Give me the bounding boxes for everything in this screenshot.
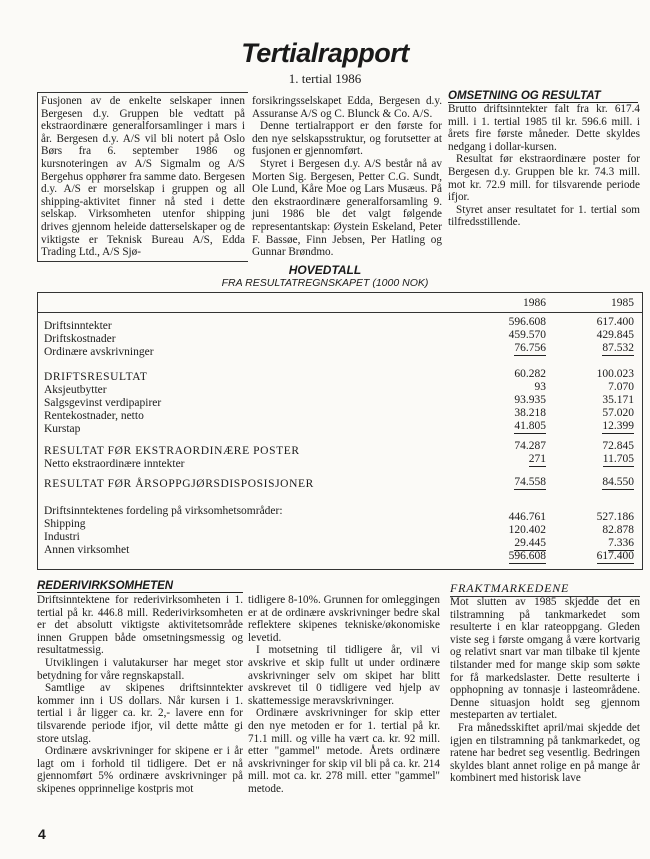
table-cell-1986: 596.608 [508,316,546,328]
year-header-1985: 1985 [611,297,634,309]
table-row-label: Aksjeutbytter [44,384,107,396]
table-cell-1985: 35.171 [602,394,634,406]
omsetning-paragraph: Brutto driftsinntekter falt fra kr. 617.4 mill. i 1. tertial 1985 til kr. 596.6 mill. i årets fire første måneder. Dette skyldes nedgang i dollar-kursen. [448,103,640,153]
table-cell-1985: 429.845 [596,329,634,341]
table-cell-1985: 12.399 [602,420,634,432]
table-cell-1985: 82.878 [602,524,634,536]
table-row-label: Kurstap [44,423,81,435]
table-total-1986: 596.608 [508,550,546,562]
rederi-paragraph: Utviklingen i valutakurser har meget stor betydning for våre regnskapstall. [37,656,243,682]
page-number: 4 [38,826,46,842]
table-cell-1985: 7.336 [608,537,634,549]
table-cell-1985: 7.070 [608,381,634,393]
section-heading-fraktmarkedene: FRAKTMARKEDENE [450,581,640,597]
hovedtall-heading: HOVEDTALL [288,263,362,277]
table-row-label: Annen virksomhet [44,544,130,556]
section-heading-omsetning: OMSETNING OG RESULTAT [448,90,638,103]
table-row-label: Netto ekstraordinære inntekter [44,458,185,470]
table-cell-1986: 74.287 [514,440,546,452]
table-cell-1985: 11.705 [602,453,634,465]
table-cell-1986: 60.282 [514,368,546,380]
table-row-label: Driftsinntekter [44,320,112,332]
table-cell-1986: 74.558 [514,476,546,488]
table-cell-1985: 617.400 [596,316,634,328]
table-row-label: Ordinære avskrivninger [44,346,154,358]
rederi-column-2 [248,594,440,796]
table-cell-1986: 93 [534,381,546,393]
table-cell-1986: 76.756 [514,342,546,354]
frakt-column [450,596,640,785]
table-header-rule [38,312,642,313]
table-cell-1986: 446.761 [508,511,546,523]
rederi-paragraph: Driftsinntektene for rederivirksomheten i 1. tertial på kr. 446.8 mill. Rederivirksomheten er det absolutt viktigste aktivitetsområde innen Gruppen både omsetningsmessig og resultatmessig. [37,594,243,657]
table-cell-1985: 57.020 [602,407,634,419]
table-cell-1986: 41.805 [514,420,546,432]
table-cell-1986: 29.445 [514,537,546,549]
financial-table [37,292,643,570]
table-cell-1986: 459.570 [508,329,546,341]
table-row-label: Rentekostnader, netto [44,410,144,422]
rederi-paragraph: tidligere 8-10%. Grunnen for omleggingen er at de ordinære avskrivninger bedre skal reflektere skipenes tekniske/økonomiske levetid. [248,594,440,644]
omsetning-paragraph: Styret anser resultatet for 1. tertial som tilfredsstillende. [448,203,640,229]
table-cell-1986: 271 [528,453,546,465]
intro-paragraph: Styret i Bergesen d.y. A/S består nå av Morten Sig. Bergesen, Petter C.G. Sundt, Ole Lund, Kåre Moe og Lars Musæus. På den ekstraordinære generalforsamling 9. juni 1986 ble det valgt følgende representantskap: Øystein Eskeland, Peter F. Bassøe, Finn Jebsen, Per Hatling og Gunnar Brøndmo. [252,157,442,259]
table-row-label: Salgsgevinst verdipapirer [44,397,162,409]
table-cell-1985: 527.186 [596,511,634,523]
table-row-label: RESULTAT FØR ÅRSOPPGJØRSDISPOSISJONER [44,478,314,490]
table-row-label: Driftskostnader [44,333,116,345]
intro-paragraph: Fusjonen av de enkelte selskaper innen Bergesen d.y. Gruppen ble vedtatt på ekstraordinære generalforsamlinger i mars i år. Bergesen d.y. A/S vil bli notert på Oslo Børs fra 6. september 1986 og kursnoteringen av A/S Sigmalm og A/S Bergehus opphører fra samme dato. Bergesen d.y. A/S er morselskap i gruppen og all shipping-aktivitet finner nå sted i dette selskap. Virksomheten utenfor shipping drives gjennom heleide datterselskaper og de viktigste er Teknisk Bureau A/S, Edda Trading Ltd., A/S Sjø- [41,95,246,259]
table-row-label: Driftsinntektenes fordeling på virksomhetsområder: [44,505,283,517]
rederi-paragraph: Samtlige av skipenes driftsinntekter kommer inn i US dollars. Når kursen i 1. tertial i år ligger ca. kr. 2,- lavere enn for tilsvarende periode ifjor, vil dette måtte gi store utslag. [37,682,243,745]
rederi-column-1 [37,594,243,796]
hovedtall-subheading: FRA RESULTATREGNSKAPET (1000 NOK) [221,277,429,289]
table-cell-1985: 72.845 [602,440,634,452]
section-heading-rederivirksomheten: REDERIVIRKSOMHETEN [37,580,243,593]
intro-paragraph: Denne tertialrapport er den første for den nye selskapsstruktur, og forutsetter at fusjonen er gjennomført. [252,120,442,158]
frakt-paragraph: Mot slutten av 1985 skjedde det en tilstramning på tankmarkedet som resulterte i en klar rateoppgang. Gleden viste seg i første omgang å være kortvarig og relativt snart var man tilbake til kjente tilstander med for mange skip som søkte for få markedslaster. Dette resulterte i opphopning av tonnasje i lasteområdene. Denne situasjon holdt seg gjennom mesteparten av tertialet. [450,596,640,722]
table-cell-1985: 84.550 [602,476,634,488]
table-row-label: RESULTAT FØR EKSTRAORDINÆRE POSTER [44,445,300,457]
rederi-paragraph: Ordinære avskrivninger for skipene er i år lagt om i forhold til tidligere. Det er nå gjennomført 5% ordinære avskrivninger på skipenes opprinnelige kostpris mot [37,745,243,795]
table-row-label: DRIFTSRESULTAT [44,371,148,383]
intro-column-2 [252,95,442,259]
report-title: Tertialrapport [241,38,409,68]
table-cell-1986: 93.935 [514,394,546,406]
report-subtitle: 1. tertial 1986 [288,71,362,86]
frakt-paragraph: Fra månedsskiftet april/mai skjedde det igjen en tilstramning på tankmarkedet, og ratene har bedret seg vesentlig. Bedringen skyldes blant annet rolige en på mange år kombinert med historisk lave [450,721,640,785]
year-header-1986: 1986 [523,297,546,309]
intro-paragraph: forsikringsselskapet Edda, Bergesen d.y. Assuranse A/S og C. Blunck & Co. A/S. [252,95,442,120]
table-total-1985: 617.400 [596,550,634,562]
rederi-paragraph: Ordinære avskrivninger for skip etter den nye metoden er for 1. tertial på kr. 71.1 mill. og ville ha vært ca. kr. 92 mill. etter "gammel" metode. Årets ordinære avskrivninger for skip vil bli på ca. kr. 214 mill. mot ca. kr. 278 mill. etter "gammel" metode. [248,707,440,795]
table-row-label: Industri [44,531,80,543]
omsetning-paragraph: Resultat før ekstraordinære poster for Bergesen d.y. Gruppen ble kr. 74.3 mill. mot kr. 72.9 mill. for tilsvarende periode ifjor. [448,153,640,204]
table-cell-1985: 87.532 [602,342,634,354]
table-row-label: Shipping [44,518,86,530]
intro-column-1 [41,95,245,259]
rederi-paragraph: I motsetning til tidligere år, vil vi avskrive et skip fullt ut under ordinære avskrivninger selv om skipet har blitt avskrevet til 0 tidligere ved hjelp av skattemessige meravskrivninger. [248,644,440,707]
intro-column-3 [448,103,640,229]
table-cell-1985: 100.023 [596,368,634,380]
table-cell-1986: 38.218 [514,407,546,419]
table-cell-1986: 120.402 [508,524,546,536]
